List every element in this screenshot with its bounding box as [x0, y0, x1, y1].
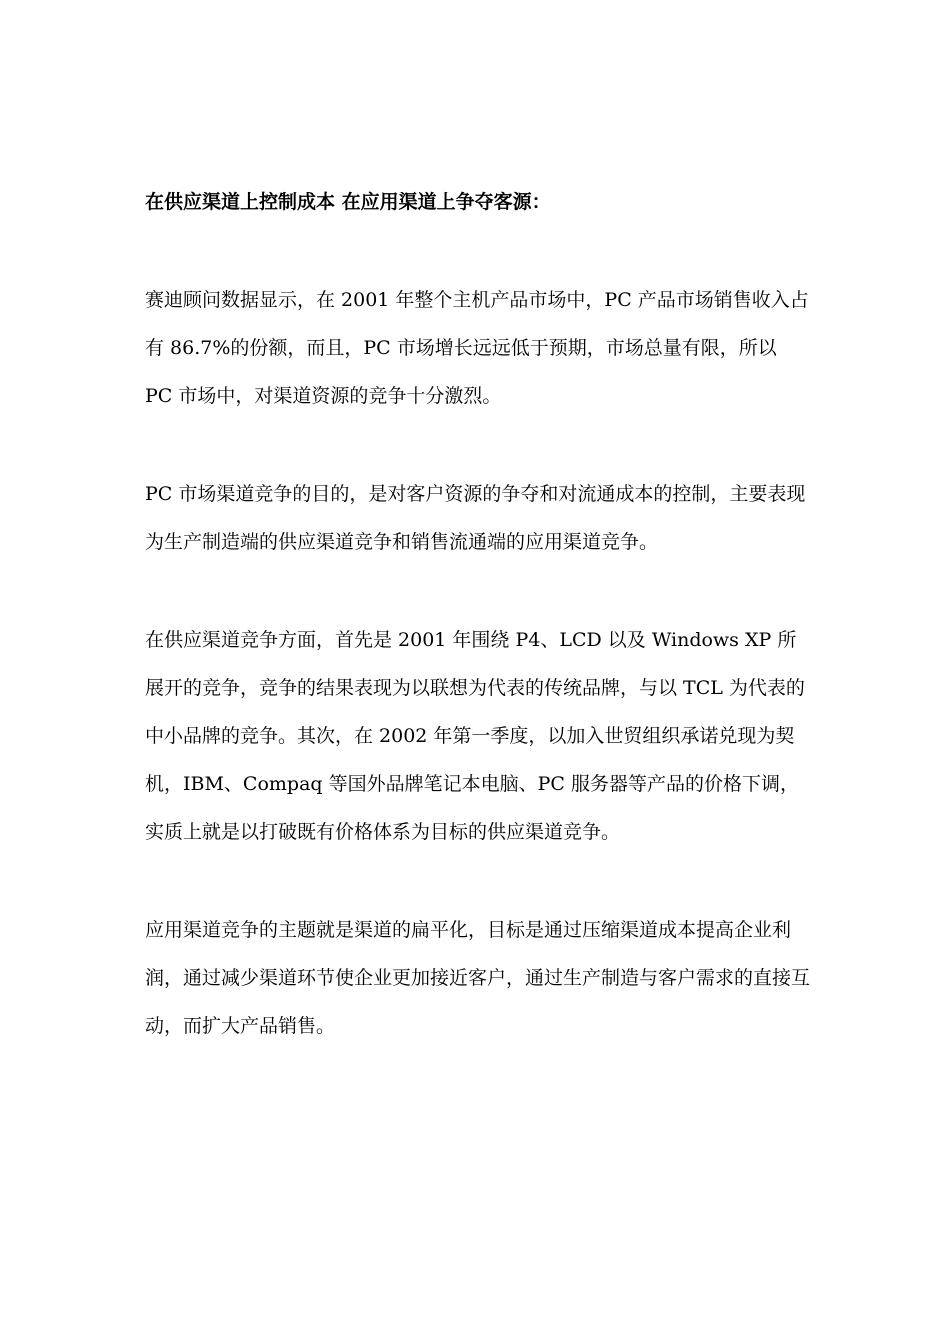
paragraph-market-share: 赛迪顾问数据显示，在 2001 年整个主机产品市场中，PC 产品市场销售收入占有 86.7%的份额，而且，PC 市场增长远远低于预期，市场总量有限，所以 PC 市场中，对渠道资源的竞争十分激烈。: [145, 289, 809, 407]
document-body: [145, 178, 810, 1050]
paragraph-competition-purpose: PC 市场渠道竞争的目的，是对客户资源的争夺和对流通成本的控制，主要表现为生产制造端的供应渠道竞争和销售流通端的应用渠道竞争。: [145, 483, 806, 553]
paragraph-supply-channel: 在供应渠道竞争方面，首先是 2001 年围绕 P4、LCD 以及 Windows XP 所展开的竞争，竞争的结果表现为以联想为代表的传统品牌，与以 TCL 为代表的中小品牌的竞争。其次，在 2002 年第一季度，以加入世贸组织承诺兑现为契机，IBM、Compaq 等国外品牌笔记本电脑、PC 服务器等产品的价格下调，实质上就是以打破既有价格体系为目标的供应渠道竞争。: [145, 629, 805, 843]
section-heading: 在供应渠道上控制成本 在应用渠道上争夺客源：: [145, 191, 551, 213]
paragraph-application-channel: 应用渠道竞争的主题就是渠道的扁平化，目标是通过压缩渠道成本提高企业利润，通过减少渠道环节使企业更加接近客户，通过生产制造与客户需求的直接互动，而扩大产品销售。: [145, 919, 811, 1037]
